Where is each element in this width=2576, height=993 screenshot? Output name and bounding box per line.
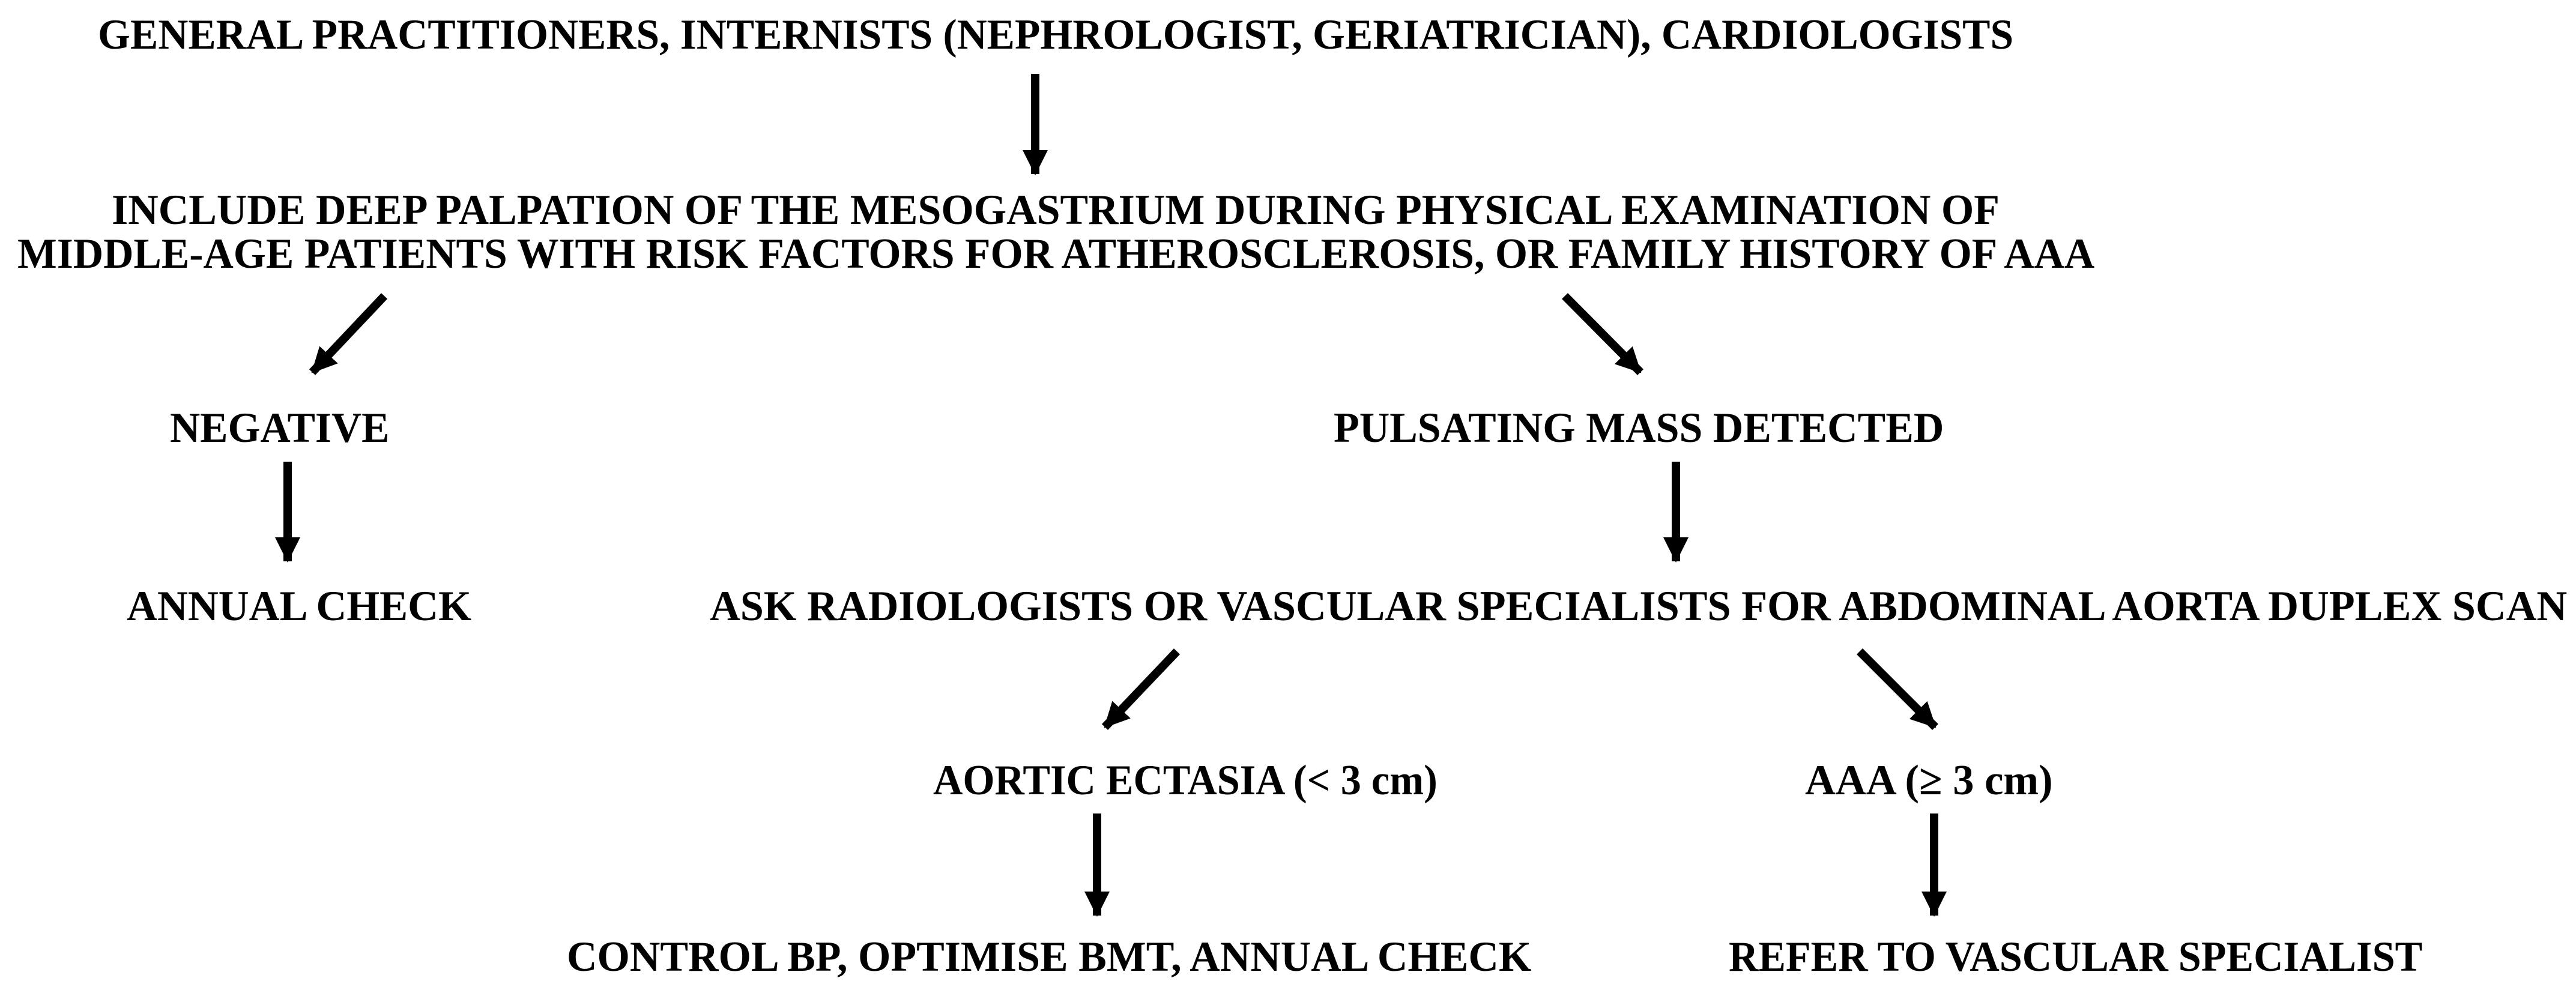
node-palpation-line2: MIDDLE-AGE PATIENTS WITH RISK FACTORS FOR ATHEROSCLEROSIS, OR FAMILY HISTORY OF AAA [17,231,2095,277]
node-negative: NEGATIVE [170,405,390,451]
node-pulsating-mass: PULSATING MASS DETECTED [1334,405,1944,451]
node-refer-vascular: REFER TO VASCULAR SPECIALIST [1729,934,2423,980]
node-palpation-line1: INCLUDE DEEP PALPATION OF THE MESOGASTRIUM DURING PHYSICAL EXAMINATION OF [112,187,2000,234]
node-duplex-scan: ASK RADIOLOGISTS OR VASCULAR SPECIALISTS FOR ABDOMINAL AORTA DUPLEX SCAN [710,583,2568,630]
arrow-down-left-icon [312,296,384,372]
arrow-down-right-icon [1565,296,1640,372]
arrow-down-right-icon [1860,651,1935,727]
node-annual-check: ANNUAL CHECK [127,583,471,630]
node-start: GENERAL PRACTITIONERS, INTERNISTS (NEPHROLOGIST, GERIATRICIAN), CARDIOLOGISTS [98,11,2014,58]
node-aortic-ectasia: AORTIC ECTASIA (< 3 cm) [933,757,1438,804]
arrow-down-left-icon [1105,651,1177,727]
node-aaa: AAA (≥ 3 cm) [1805,757,2053,804]
node-control-bp: CONTROL BP, OPTIMISE BMT, ANNUAL CHECK [567,934,1532,980]
